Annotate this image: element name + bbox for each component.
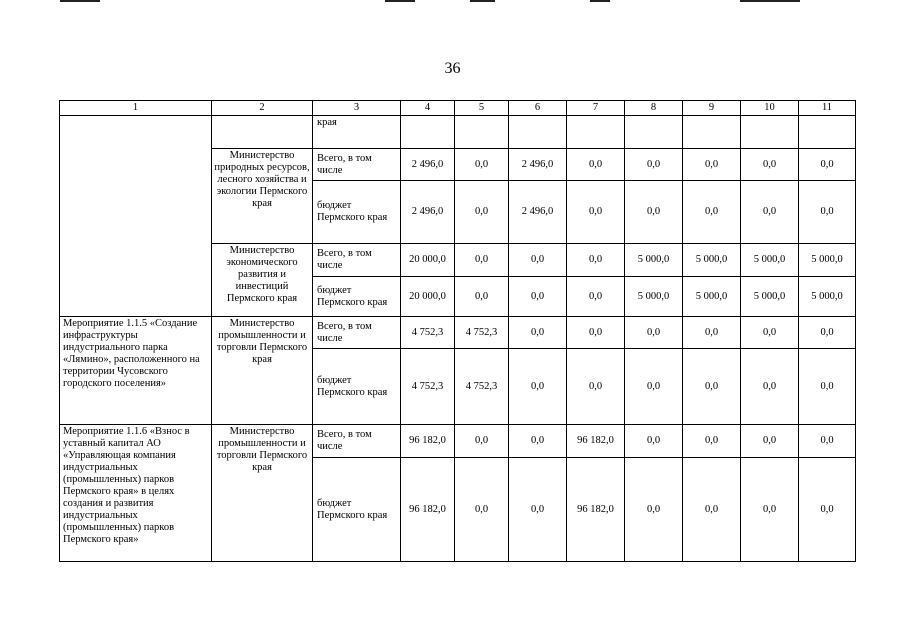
- value-cell: 0,0: [567, 317, 625, 349]
- column-header: 7: [567, 101, 625, 116]
- value-cell: 2 496,0: [509, 181, 567, 244]
- value-cell: 0,0: [799, 349, 856, 425]
- value-cell: 0,0: [509, 349, 567, 425]
- value-cell: 0,0: [799, 458, 856, 562]
- value-cell: 96 182,0: [401, 425, 455, 458]
- value-cell: 0,0: [799, 181, 856, 244]
- value-cell: 0,0: [741, 349, 799, 425]
- value-cell: 5 000,0: [625, 244, 683, 277]
- value-cell: 20 000,0: [401, 277, 455, 317]
- executor: Министерство экономического развития и инвестиций Пермского края: [212, 244, 313, 317]
- value-cell: 0,0: [567, 277, 625, 317]
- value-cell: 2 496,0: [401, 181, 455, 244]
- value-cell: 0,0: [741, 317, 799, 349]
- value-cell: 0,0: [625, 149, 683, 181]
- value-cell: 0,0: [741, 181, 799, 244]
- value-cell: 4 752,3: [401, 349, 455, 425]
- value-cell: 0,0: [509, 317, 567, 349]
- value-cell: 5 000,0: [741, 277, 799, 317]
- funding-source: Всего, в том числе: [313, 244, 401, 277]
- value-cell: [741, 116, 799, 149]
- event-description: Мероприятие 1.1.6 «Взнос в уставный капитал АО «Управляющая компания индустриальных (промышленных) парков Пермского края» в целях создания и развития индустриальных (промышленных) парков Пермского края»: [60, 425, 212, 562]
- value-cell: [401, 116, 455, 149]
- scan-artifact: [740, 0, 800, 2]
- value-cell: 0,0: [799, 425, 856, 458]
- column-header: 3: [313, 101, 401, 116]
- funding-source: Всего, в том числе: [313, 425, 401, 458]
- executor: Министерство промышленности и торговли Пермского края: [212, 425, 313, 562]
- value-cell: 5 000,0: [683, 244, 741, 277]
- value-cell: 0,0: [455, 277, 509, 317]
- value-cell: [567, 116, 625, 149]
- column-header: 2: [212, 101, 313, 116]
- funding-source: бюджет Пермского края: [313, 349, 401, 425]
- table-row: [60, 317, 856, 349]
- column-header: 1: [60, 101, 212, 116]
- value-cell: 0,0: [741, 458, 799, 562]
- funding-source: края: [313, 116, 401, 149]
- value-cell: 0,0: [567, 149, 625, 181]
- budget-table: [59, 100, 856, 562]
- header-row: [60, 101, 856, 116]
- value-cell: 0,0: [741, 425, 799, 458]
- value-cell: 2 496,0: [401, 149, 455, 181]
- executor: Министерство природных ресурсов, лесного хозяйства и экологии Пермского края: [212, 149, 313, 244]
- value-cell: [799, 116, 856, 149]
- column-header: 9: [683, 101, 741, 116]
- funding-source: бюджет Пермского края: [313, 458, 401, 562]
- value-cell: 0,0: [625, 181, 683, 244]
- value-cell: 0,0: [455, 149, 509, 181]
- value-cell: [683, 116, 741, 149]
- value-cell: 0,0: [625, 458, 683, 562]
- value-cell: 5 000,0: [683, 277, 741, 317]
- table-row: [60, 116, 856, 149]
- event-description: Мероприятие 1.1.5 «Создание инфраструктуры индустриального парка «Лямино», расположенного на территории Чусовского городского поселения»: [60, 317, 212, 425]
- column-header: 10: [741, 101, 799, 116]
- column-header: 6: [509, 101, 567, 116]
- column-header: 5: [455, 101, 509, 116]
- column-header: 8: [625, 101, 683, 116]
- value-cell: 0,0: [799, 149, 856, 181]
- value-cell: 0,0: [625, 317, 683, 349]
- value-cell: 5 000,0: [741, 244, 799, 277]
- scan-artifact: [385, 0, 415, 2]
- value-cell: 0,0: [683, 425, 741, 458]
- executor-cell-empty: [212, 116, 313, 149]
- value-cell: 2 496,0: [509, 149, 567, 181]
- value-cell: 0,0: [567, 244, 625, 277]
- value-cell: 20 000,0: [401, 244, 455, 277]
- column-header: 11: [799, 101, 856, 116]
- value-cell: 0,0: [799, 317, 856, 349]
- funding-source: Всего, в том числе: [313, 149, 401, 181]
- value-cell: 0,0: [625, 425, 683, 458]
- value-cell: 4 752,3: [455, 317, 509, 349]
- scan-artifact: [470, 0, 495, 2]
- value-cell: 0,0: [683, 349, 741, 425]
- value-cell: 0,0: [509, 425, 567, 458]
- value-cell: 0,0: [455, 244, 509, 277]
- value-cell: 0,0: [567, 181, 625, 244]
- value-cell: [625, 116, 683, 149]
- page-number: 36: [444, 60, 461, 77]
- funding-source: бюджет Пермского края: [313, 181, 401, 244]
- value-cell: 0,0: [625, 349, 683, 425]
- column-header: 4: [401, 101, 455, 116]
- value-cell: 4 752,3: [401, 317, 455, 349]
- scan-artifact: [60, 0, 100, 2]
- value-cell: 0,0: [567, 349, 625, 425]
- value-cell: 0,0: [509, 244, 567, 277]
- value-cell: 0,0: [509, 458, 567, 562]
- value-cell: 0,0: [455, 181, 509, 244]
- value-cell: 96 182,0: [567, 458, 625, 562]
- value-cell: 5 000,0: [799, 244, 856, 277]
- funding-source: Всего, в том числе: [313, 317, 401, 349]
- value-cell: 96 182,0: [567, 425, 625, 458]
- value-cell: 4 752,3: [455, 349, 509, 425]
- table-row: [60, 425, 856, 458]
- funding-source: бюджет Пермского края: [313, 277, 401, 317]
- value-cell: 0,0: [683, 181, 741, 244]
- value-cell: 0,0: [509, 277, 567, 317]
- executor: Министерство промышленности и торговли Пермского края: [212, 317, 313, 425]
- value-cell: 0,0: [455, 425, 509, 458]
- value-cell: 5 000,0: [799, 277, 856, 317]
- value-cell: 0,0: [683, 458, 741, 562]
- value-cell: 5 000,0: [625, 277, 683, 317]
- value-cell: 0,0: [683, 317, 741, 349]
- value-cell: 0,0: [741, 149, 799, 181]
- value-cell: 96 182,0: [401, 458, 455, 562]
- value-cell: 0,0: [683, 149, 741, 181]
- value-cell: 0,0: [455, 458, 509, 562]
- value-cell: [509, 116, 567, 149]
- event-cell-empty: [60, 116, 212, 317]
- scan-artifact: [590, 0, 610, 2]
- value-cell: [455, 116, 509, 149]
